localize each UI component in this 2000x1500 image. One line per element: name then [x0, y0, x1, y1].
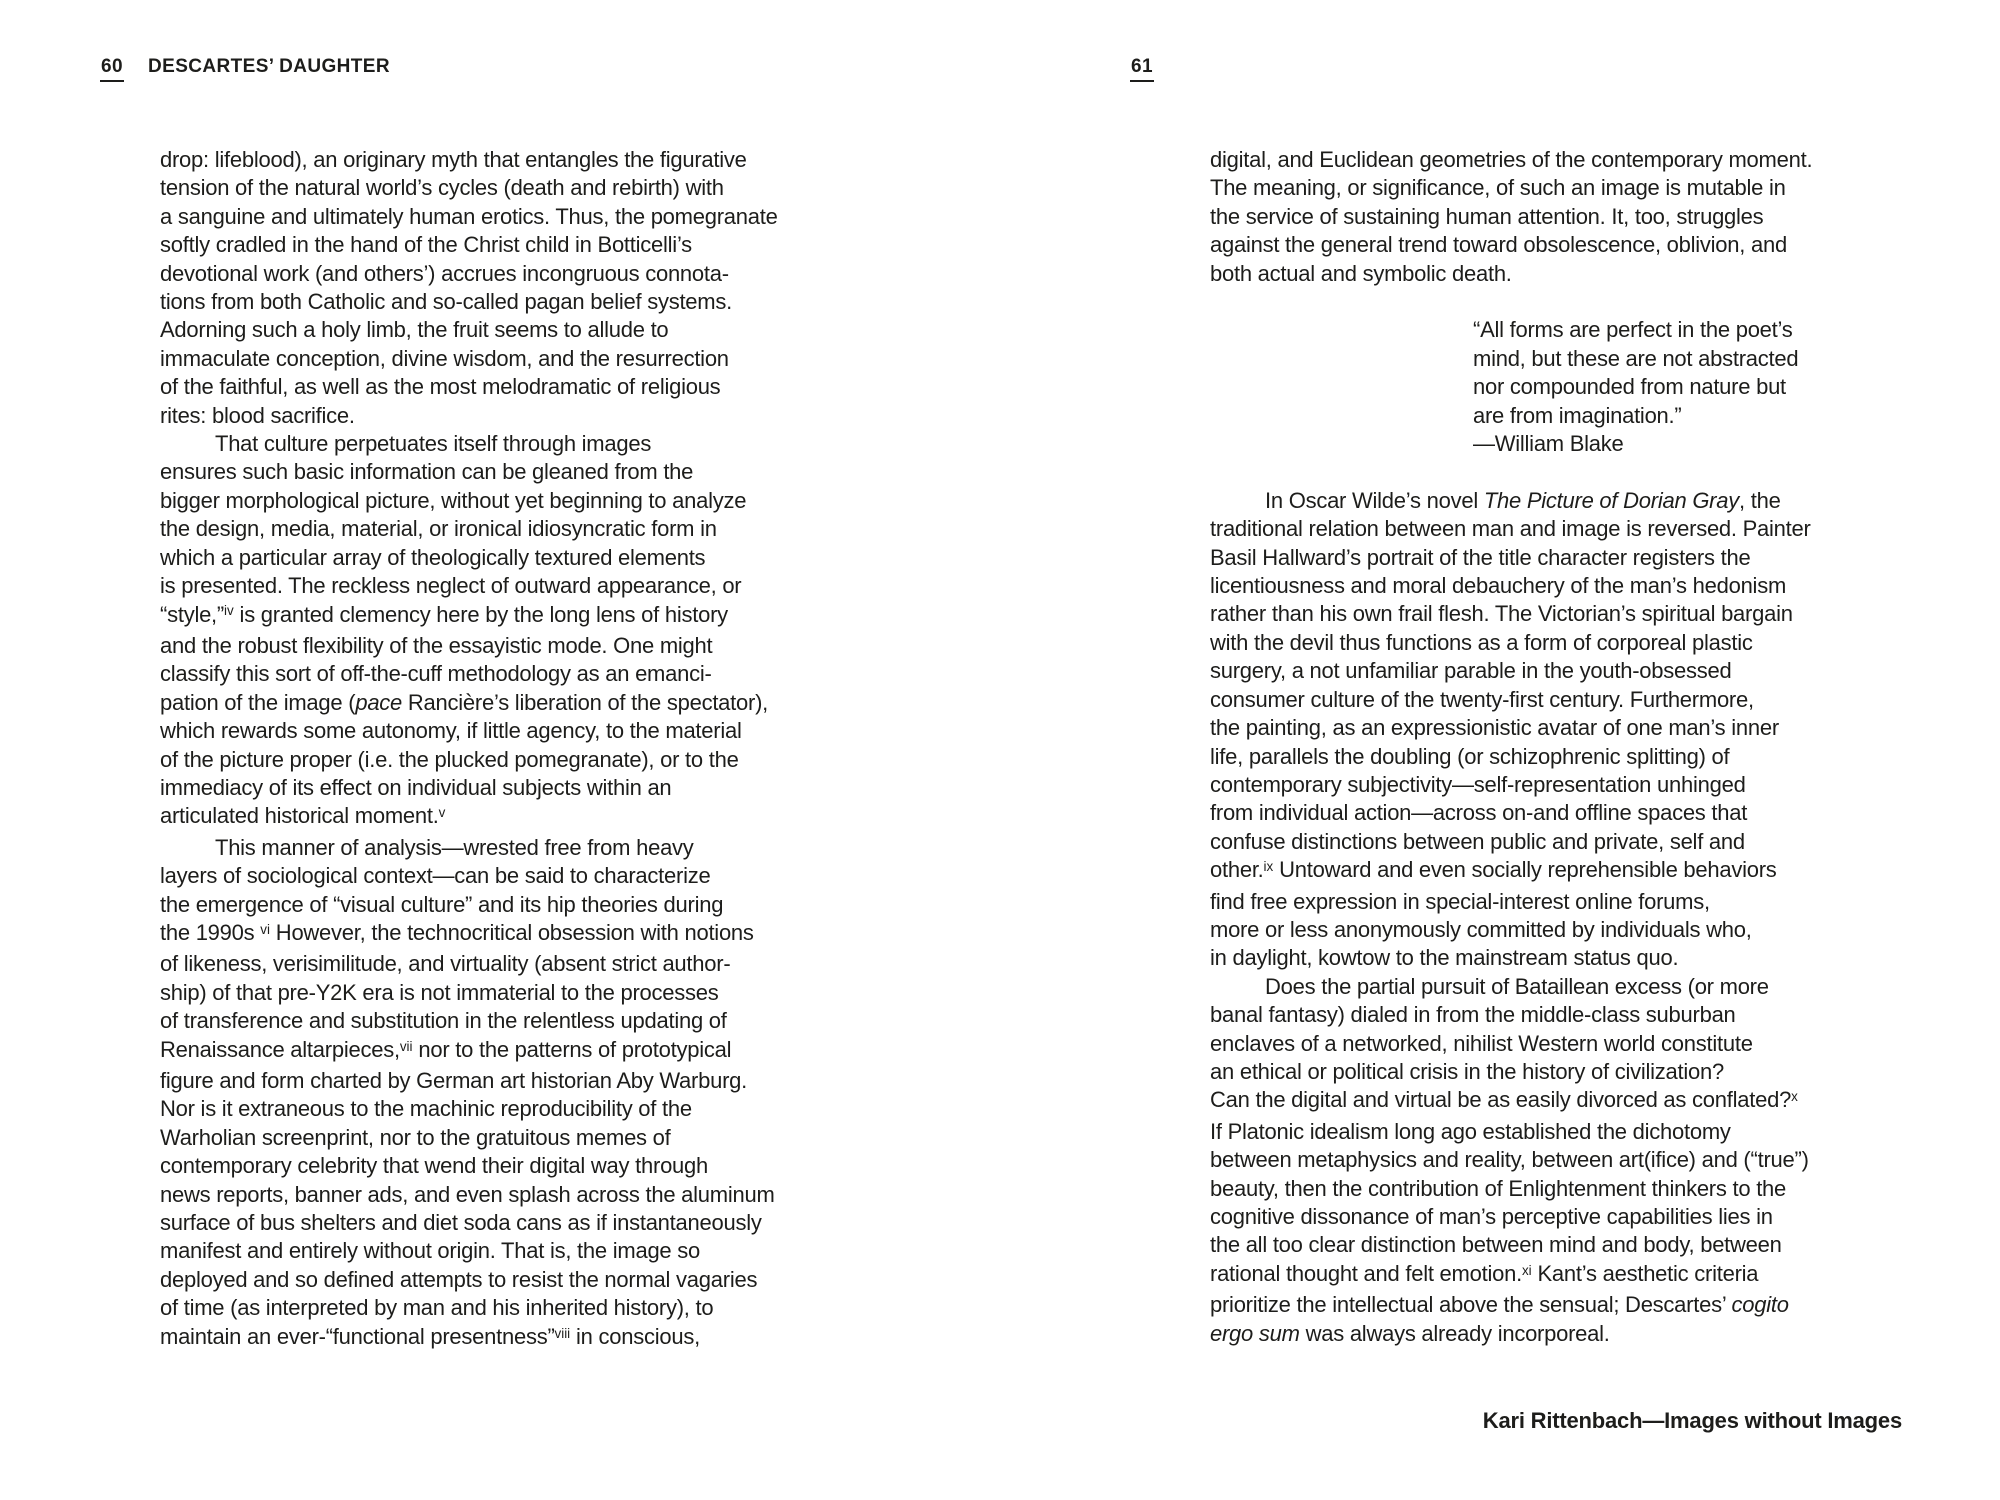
text-line: pation of the image (pace Rancière’s liberation of the spectator),	[160, 689, 769, 715]
text-line: in daylight, kowtow to the mainstream status quo.	[1210, 945, 1679, 971]
text-line: layers of sociological context—can be said to characterize	[160, 863, 711, 889]
text-line: devotional work (and others’) accrues incongruous connota-	[160, 260, 729, 286]
pull-quote	[1210, 316, 1910, 458]
text-line: The meaning, or significance, of such an image is mutable in	[1210, 175, 1786, 201]
text-line: of transference and substitution in the relentless updating of	[160, 1008, 727, 1034]
right-page-column	[1210, 146, 1910, 1348]
text-line: —William Blake	[1473, 431, 1624, 457]
text-line: tions from both Catholic and so-called pagan belief systems.	[160, 289, 732, 315]
footer-credit: Kari Rittenbach—Images without Images	[1482, 1408, 1902, 1433]
text-line: tension of the natural world’s cycles (death and rebirth) with	[160, 175, 724, 201]
text-line: manifest and entirely without origin. That is, the image so	[160, 1238, 701, 1264]
text-line: an ethical or political crisis in the history of civilization?	[1210, 1058, 1724, 1084]
text-line: are from imagination.”	[1473, 402, 1682, 428]
text-line: In Oscar Wilde’s novel The Picture of Dorian Gray, the	[1265, 487, 1781, 513]
text-line: immaculate conception, divine wisdom, and the resurrection	[160, 345, 729, 371]
text-line: Renaissance altarpieces,$^{vii}$ nor to the patterns of prototypical	[160, 1036, 732, 1062]
text-line: ergo sum was always already incorporeal.	[1210, 1320, 1610, 1346]
text-line: from individual action—across on-and offline spaces that	[1210, 800, 1748, 826]
text-line: classify this sort of off-the-cuff methodology as an emanci-	[160, 661, 712, 687]
text-line: contemporary subjectivity—self-representation unhinged	[1210, 771, 1746, 797]
text-line: of the faithful, as well as the most melodramatic of religious	[160, 374, 721, 400]
text-line: mind, but these are not abstracted	[1473, 345, 1799, 371]
text-line: with the devil thus functions as a form of corporeal plastic	[1210, 629, 1753, 655]
text-line: of time (as interpreted by man and his inherited history), to	[160, 1295, 714, 1321]
text-line: the painting, as an expressionistic avatar of one man’s inner	[1210, 715, 1779, 741]
text-line: prioritize the intellectual above the sensual; Descartes’ cogito	[1210, 1292, 1789, 1318]
right-page-number-text: 61	[1130, 56, 1154, 82]
text-line: “All forms are perfect in the poet’s	[1473, 317, 1793, 343]
text-line: surface of bus shelters and diet soda cans as if instantaneously	[160, 1210, 762, 1236]
text-line: both actual and symbolic death.	[1210, 260, 1512, 286]
text-line: Does the partial pursuit of Bataillean excess (or more	[1265, 973, 1769, 999]
text-line: enclaves of a networked, nihilist Western world constitute	[1210, 1030, 1753, 1056]
text-line: consumer culture of the twenty-first century. Furthermore,	[1210, 686, 1754, 712]
text-line: contemporary celebrity that wend their digital way through	[160, 1153, 709, 1179]
paragraph	[160, 430, 860, 834]
text-line: against the general trend toward obsolescence, oblivion, and	[1210, 232, 1787, 258]
text-line: between metaphysics and reality, between art(ifice) and (“true”)	[1210, 1147, 1809, 1173]
text-line: a sanguine and ultimately human erotics. Thus, the pomegranate	[160, 203, 778, 229]
text-line: licentiousness and moral debauchery of the man’s hedonism	[1210, 573, 1787, 599]
text-line: beauty, then the contribution of Enlightenment thinkers to the	[1210, 1175, 1787, 1201]
running-title: DESCARTES’ DAUGHTER	[148, 56, 390, 77]
text-line: the design, media, material, or ironical idiosyncratic form in	[160, 516, 717, 542]
text-line: of likeness, verisimilitude, and virtuality (absent strict author-	[160, 951, 731, 977]
text-line: This manner of analysis—wrested free from heavy	[215, 834, 694, 860]
text-line: rites: blood sacrifice.	[160, 402, 355, 428]
text-line: Can the digital and virtual be as easily divorced as conflated?$^x$	[1210, 1087, 1798, 1113]
text-line: “style,”$^{iv}$ is granted clemency here by the long lens of history	[160, 601, 728, 627]
text-line: Adorning such a holy limb, the fruit seems to allude to	[160, 317, 669, 343]
paragraph	[160, 834, 860, 1354]
text-line: traditional relation between man and image is reversed. Painter	[1210, 516, 1811, 542]
text-line: find free expression in special-interest online forums,	[1210, 888, 1710, 914]
text-line: Warholian screenprint, nor to the gratuitous memes of	[160, 1124, 671, 1150]
paragraph	[1210, 146, 1910, 288]
text-line: rather than his own frail flesh. The Victorian’s spiritual bargain	[1210, 601, 1793, 627]
text-line: life, parallels the doubling (or schizophrenic splitting) of	[1210, 743, 1730, 769]
text-line: the all too clear distinction between mind and body, between	[1210, 1232, 1782, 1258]
text-line: the service of sustaining human attention. It, too, struggles	[1210, 203, 1764, 229]
paragraph	[1210, 487, 1910, 973]
text-line: ensures such basic information can be gleaned from the	[160, 459, 694, 485]
left-page-number-text: 60	[100, 56, 124, 82]
text-line: news reports, banner ads, and even splash across the aluminum	[160, 1181, 775, 1207]
text-line: articulated historical moment.$^v$	[160, 803, 446, 829]
text-line: the 1990s $^{vi}$ However, the technocritical obsession with notions	[160, 919, 754, 945]
left-page-number	[100, 56, 124, 78]
text-line: bigger morphological picture, without yet beginning to analyze	[160, 487, 747, 513]
right-page-number	[1130, 56, 1154, 78]
text-line: digital, and Euclidean geometries of the contemporary moment.	[1210, 147, 1813, 172]
text-line: softly cradled in the hand of the Christ child in Botticelli’s	[160, 232, 692, 258]
text-line: which a particular array of theologically textured elements	[160, 544, 706, 570]
text-line: which rewards some autonomy, if little agency, to the material	[160, 718, 742, 744]
text-line: Nor is it extraneous to the machinic reproducibility of the	[160, 1096, 692, 1122]
text-line: deployed and so defined attempts to resist the normal vagaries	[160, 1266, 758, 1292]
paragraph	[1210, 973, 1910, 1348]
text-line: immediacy of its effect on individual subjects within an	[160, 774, 672, 800]
text-line: If Platonic idealism long ago established the dichotomy	[1210, 1118, 1731, 1144]
text-line: banal fantasy) dialed in from the middle-class suburban	[1210, 1002, 1736, 1028]
left-page-column	[160, 146, 860, 1354]
text-line: the emergence of “visual culture” and its hip theories during	[160, 891, 724, 917]
text-line: cognitive dissonance of man’s perceptive capabilities lies in	[1210, 1204, 1773, 1229]
paragraph	[160, 146, 860, 430]
text-line: rational thought and felt emotion.$^{xi}$ Kant’s aesthetic criteria	[1210, 1260, 1759, 1286]
text-line: Basil Hallward’s portrait of the title character registers the	[1210, 544, 1751, 570]
text-line: ship) of that pre-Y2K era is not immaterial to the processes	[160, 979, 719, 1005]
text-line: That culture perpetuates itself through images	[215, 431, 652, 457]
text-line: nor compounded from nature but	[1473, 374, 1786, 400]
text-line: more or less anonymously committed by individuals who,	[1210, 916, 1752, 942]
text-line: other.$^{ix}$ Untoward and even socially reprehensible behaviors	[1210, 857, 1777, 883]
text-line: surgery, a not unfamiliar parable in the youth-obsessed	[1210, 658, 1732, 684]
text-line: and the robust flexibility of the essayistic mode. One might	[160, 632, 713, 658]
text-line: drop: lifeblood), an originary myth that entangles the figurative	[160, 147, 747, 172]
text-line: maintain an ever-“functional presentness”$^{viii}$ in conscious,	[160, 1323, 700, 1349]
text-line: figure and form charted by German art historian Aby Warburg.	[160, 1068, 748, 1093]
text-line: of the picture proper (i.e. the plucked pomegranate), or to the	[160, 746, 739, 772]
text-line: confuse distinctions between public and private, self and	[1210, 828, 1745, 854]
text-line: is presented. The reckless neglect of outward appearance, or	[160, 573, 742, 599]
